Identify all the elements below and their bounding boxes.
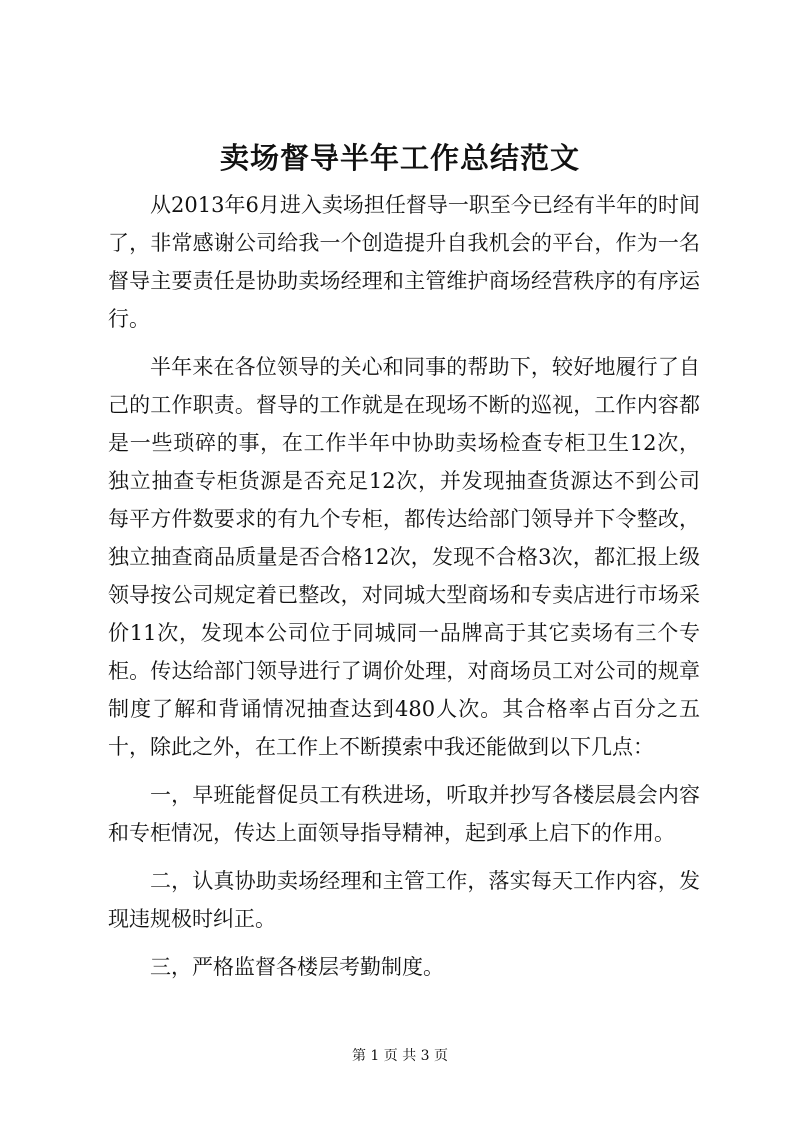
paragraph-item-3: 三，严格监督各楼层考勤制度。	[150, 955, 444, 979]
paragraph-item-1: 一，早班能督促员工有秩进场，听取并抄写各楼层晨会内容和专柜情况，传达上面领导指导精神，起到承上启下的作用。	[108, 783, 700, 845]
page-number-footer: 第 1 页 共 3 页	[351, 1048, 449, 1064]
paragraph-summary: 半年来在各位领导的关心和同事的帮助下，较好地履行了自己的工作职责。督导的工作就是在现场不断的巡视，工作内容都是一些琐碎的事，在工作半年中协助卖场检查专柜卫生12次，独立抽查专柜货源是否充足12次，并发现抽查货源达不到公司每平方件数要求的有九个专柜，都传达给部门领导并下令整改，独立抽查商品质量是否合格12次，发现不合格3次，都汇报上级领导按公司规定着已整改，对同城大型商场和专卖店进行市场采价11次，发现本公司位于同城同一品牌高于其它卖场有三个专柜。传达给部门领导进行了调价处理，对商场员工对公司的规章制度了解和背诵情况抽查达到480人次。其合格率占百分之五十，除此之外，在工作上不断摸索中我还能做到以下几点：	[108, 355, 700, 759]
document-title: 卖场督导半年工作总结范文	[219, 141, 580, 175]
document-body	[108, 186, 700, 996]
paragraph-item-2: 二，认真协助卖场经理和主管工作，落实每天工作内容，发现违规极时纠正。	[108, 869, 700, 931]
paragraph-intro: 从2013年6月进入卖场担任督导一职至今已经有半年的时间了，非常感谢公司给我一个创造提升自我机会的平台，作为一名督导主要责任是协助卖场经理和主管维护商场经营秩序的有序运行。	[108, 193, 700, 331]
